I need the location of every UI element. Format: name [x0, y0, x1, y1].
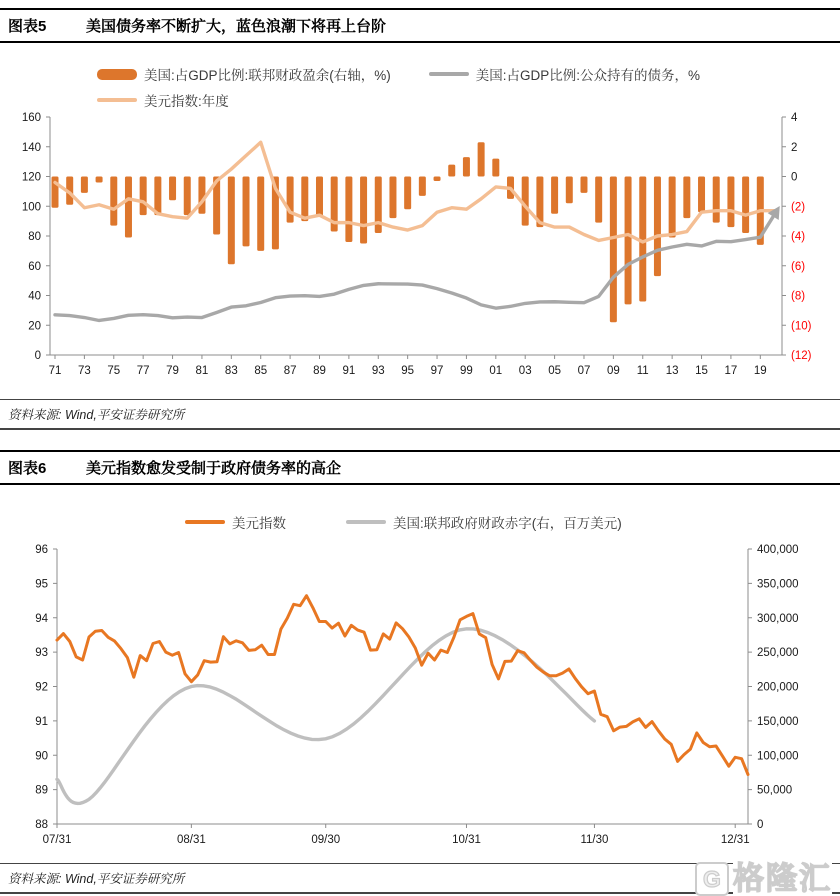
svg-text:93: 93	[35, 647, 48, 660]
svg-text:0: 0	[791, 171, 798, 184]
svg-text:(12): (12)	[791, 350, 812, 362]
svg-text:100: 100	[21, 201, 41, 214]
svg-text:90: 90	[35, 750, 48, 763]
svg-text:97: 97	[430, 365, 444, 377]
svg-text:60: 60	[28, 260, 41, 273]
gelonghui-logo-icon: G	[695, 862, 729, 896]
svg-text:11/30: 11/30	[580, 834, 609, 846]
svg-text:17: 17	[724, 365, 738, 377]
svg-text:79: 79	[166, 365, 179, 377]
figure5-legend	[0, 61, 840, 113]
svg-text:09: 09	[606, 365, 620, 377]
legend-item-dollar-index-annual	[97, 90, 229, 110]
svg-text:300,000: 300,000	[757, 612, 799, 625]
svg-text:09/30: 09/30	[311, 834, 341, 846]
legend-item-fiscal-surplus	[97, 64, 391, 84]
svg-text:03: 03	[518, 365, 532, 377]
svg-text:160: 160	[21, 112, 41, 124]
legend-label: 美元指数:年度	[144, 94, 229, 109]
svg-text:150,000: 150,000	[757, 715, 799, 728]
svg-text:20: 20	[28, 320, 41, 333]
svg-text:99: 99	[460, 365, 473, 377]
legend-item-public-debt	[429, 64, 700, 84]
svg-text:01: 01	[489, 365, 503, 377]
svg-text:83: 83	[224, 365, 238, 377]
svg-text:50,000: 50,000	[757, 784, 793, 797]
svg-text:91: 91	[342, 365, 356, 377]
svg-text:12/31: 12/31	[720, 834, 750, 846]
legend-label: 美国:联邦政府财政赤字(右，百万美元)	[393, 516, 622, 531]
svg-text:91: 91	[35, 715, 48, 728]
bar-swatch-icon	[97, 69, 137, 80]
gelonghui-watermark-text: 格隆汇	[733, 861, 832, 896]
svg-text:13: 13	[665, 365, 679, 377]
svg-text:(10): (10)	[791, 320, 812, 333]
figure5-label: 图表5	[8, 18, 47, 35]
svg-text:94: 94	[35, 612, 48, 625]
svg-text:95: 95	[35, 578, 48, 591]
figure5-title: 美国债务率不断扩大，蓝色浪潮下将再上台阶	[86, 18, 387, 35]
svg-text:2: 2	[791, 141, 798, 154]
svg-text:(8): (8)	[791, 290, 806, 303]
line-swatch-icon	[346, 520, 386, 524]
svg-text:100,000: 100,000	[757, 750, 799, 763]
svg-text:05: 05	[548, 365, 561, 377]
svg-text:80: 80	[28, 231, 41, 243]
svg-text:73: 73	[77, 365, 91, 377]
legend-label: 美国:占GDP比例:公众持有的债务，%	[475, 68, 701, 83]
svg-text:07/31: 07/31	[42, 834, 72, 846]
svg-text:250,000: 250,000	[757, 647, 799, 660]
legend-item-federal-deficit	[346, 512, 622, 532]
svg-text:0: 0	[757, 819, 764, 831]
svg-text:(6): (6)	[791, 260, 806, 273]
svg-text:71: 71	[48, 365, 62, 377]
svg-text:(2): (2)	[791, 201, 806, 214]
legend-item-dollar-index	[185, 512, 286, 532]
svg-text:07: 07	[577, 365, 591, 377]
svg-text:85: 85	[254, 365, 268, 377]
svg-text:400,000: 400,000	[757, 544, 799, 556]
figure5-source: 资料来源: Wind,平安证券研究所	[0, 399, 840, 430]
svg-text:96: 96	[35, 544, 48, 556]
dollar-index-deficit-chart	[0, 541, 840, 853]
legend-label: 美元指数	[232, 516, 286, 531]
figure6-label: 图表6	[8, 460, 47, 477]
svg-text:140: 140	[21, 141, 41, 154]
svg-text:88: 88	[35, 819, 48, 831]
figure5-header	[0, 8, 840, 43]
svg-text:19: 19	[753, 365, 767, 377]
svg-text:87: 87	[283, 365, 297, 377]
svg-text:89: 89	[35, 784, 48, 797]
svg-text:75: 75	[107, 365, 121, 377]
svg-text:(4): (4)	[791, 231, 806, 243]
svg-text:77: 77	[136, 365, 150, 377]
svg-text:89: 89	[313, 365, 326, 377]
svg-text:10/31: 10/31	[452, 834, 481, 846]
svg-text:40: 40	[28, 290, 41, 303]
figure6-source: 资料来源: Wind,平安证券研究所	[0, 863, 840, 894]
svg-text:93: 93	[371, 365, 385, 377]
figure6-header	[0, 450, 840, 485]
svg-text:4: 4	[791, 112, 798, 124]
line-swatch-icon	[97, 98, 137, 102]
us-debt-ratio-chart	[0, 113, 840, 385]
legend-label: 美国:占GDP比例:联邦财政盈余(右轴，%)	[144, 68, 391, 83]
svg-text:15: 15	[695, 365, 708, 377]
svg-text:120: 120	[21, 171, 41, 184]
line-swatch-icon	[429, 72, 469, 76]
figure6-legend	[0, 509, 840, 535]
svg-text:0: 0	[34, 350, 41, 362]
svg-text:350,000: 350,000	[757, 578, 799, 591]
svg-text:81: 81	[195, 365, 209, 377]
svg-text:11: 11	[636, 365, 649, 377]
figure6-title: 美元指数愈发受制于政府债务率的高企	[86, 460, 342, 477]
svg-text:92: 92	[35, 681, 48, 694]
line-swatch-icon	[185, 520, 225, 524]
svg-text:08/31: 08/31	[176, 834, 206, 846]
svg-text:95: 95	[401, 365, 415, 377]
svg-text:200,000: 200,000	[757, 681, 799, 694]
